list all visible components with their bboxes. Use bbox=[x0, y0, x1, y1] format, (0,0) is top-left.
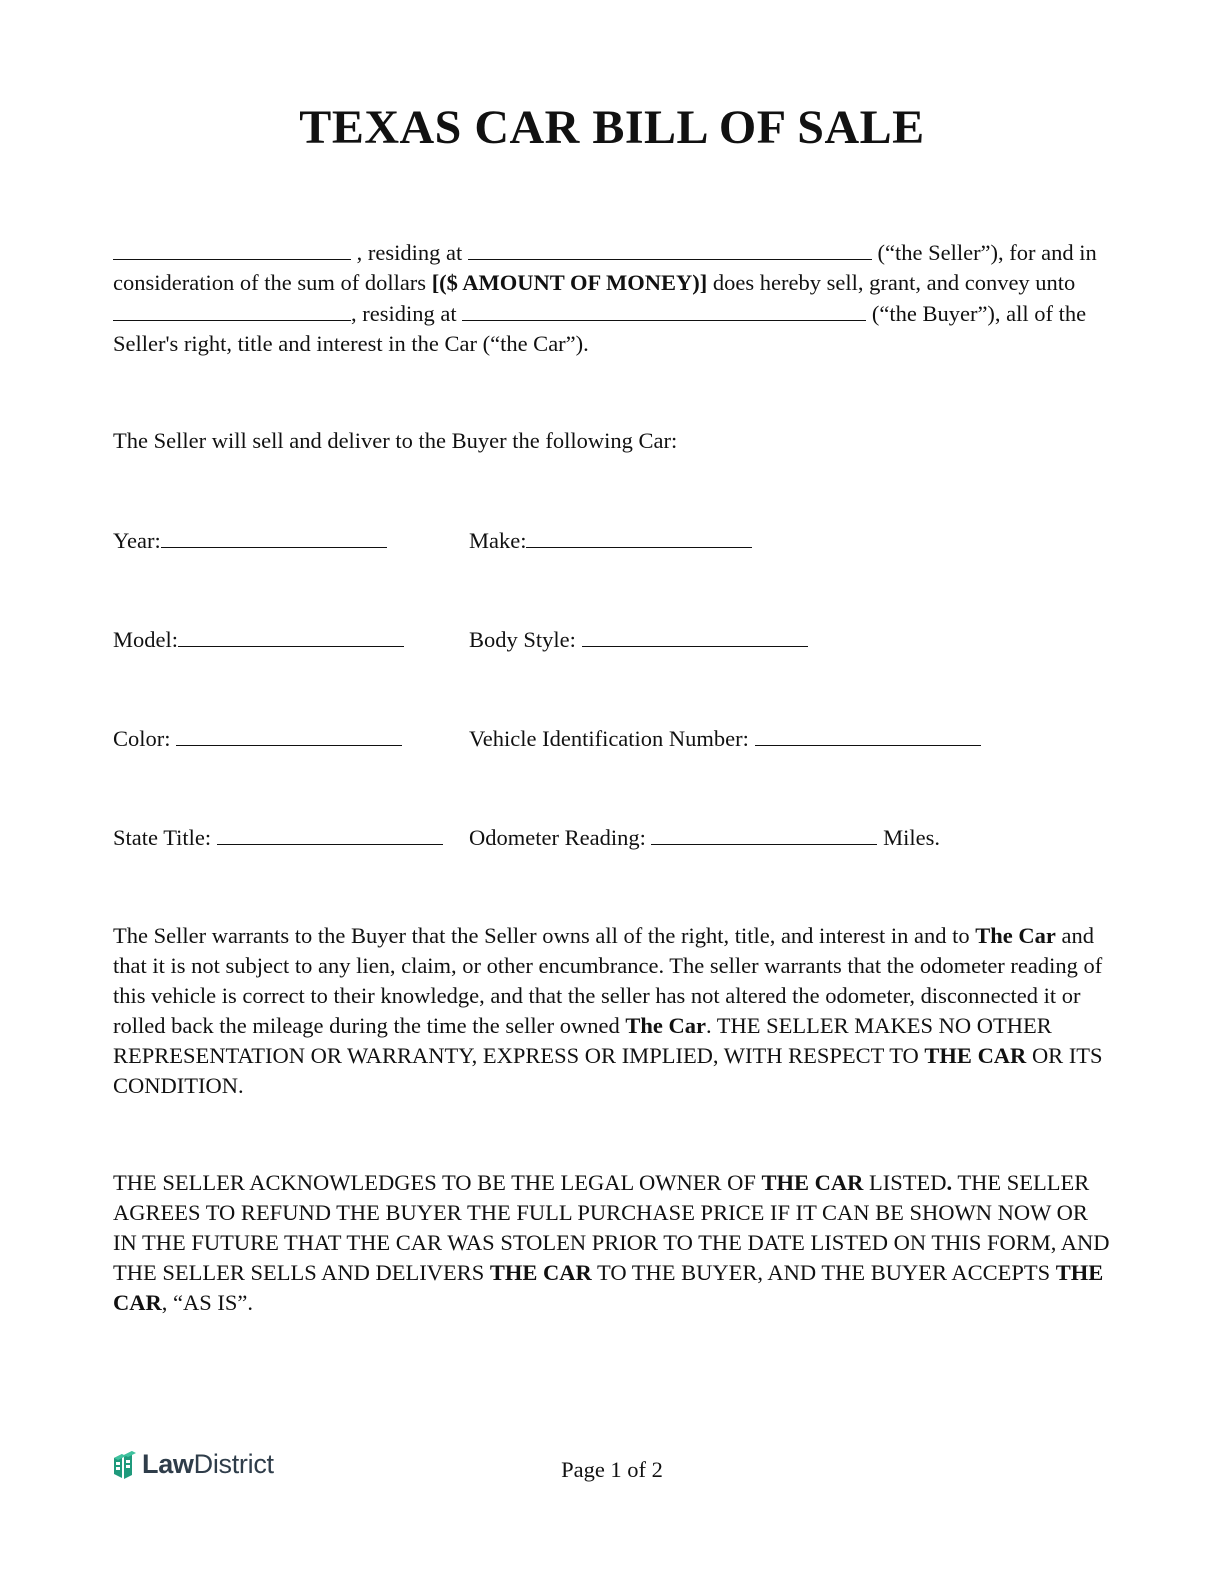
vin-blank[interactable] bbox=[755, 723, 981, 746]
warranty-text-4: OR ITS CONDITION. bbox=[113, 1043, 1103, 1098]
ack-text-1: THE SELLER ACKNOWLEDGES TO BE THE LEGAL OWNER OF bbox=[113, 1170, 762, 1195]
miles-label: Miles. bbox=[877, 825, 940, 850]
logo-law-text: Law bbox=[142, 1448, 194, 1479]
ack-bold-period: . bbox=[946, 1170, 953, 1195]
make-field bbox=[469, 525, 752, 556]
document-title: TEXAS CAR BILL OF SALE bbox=[299, 101, 925, 154]
intro-text-seller: (“the Seller”), for and in consideration of the sum of dollars bbox=[113, 240, 1097, 295]
body-style-label: Body Style: bbox=[469, 627, 582, 652]
year-field bbox=[113, 525, 387, 556]
model-label: Model: bbox=[113, 627, 178, 652]
warranty-bold-1: The Car bbox=[975, 923, 1056, 948]
ack-bold-1: THE CAR bbox=[761, 1170, 864, 1195]
model-field bbox=[113, 624, 404, 655]
buyer-name-blank[interactable] bbox=[113, 298, 351, 321]
intro-text-residing-2: , residing at bbox=[351, 301, 463, 326]
ack-bold-2: THE CAR bbox=[489, 1260, 592, 1285]
deliver-sentence: The Seller will sell and deliver to the Buyer the following Car: bbox=[113, 428, 678, 453]
odometer-label: Odometer Reading: bbox=[469, 825, 652, 850]
ack-text-4: TO THE BUYER, AND THE BUYER ACCEPTS bbox=[591, 1260, 1056, 1285]
warranty-text-2: and that it is not subject to any lien, claim, or other encumbrance. The seller warrants that the odometer reading of this vehicle is correct to their knowledge, and that the seller has not altered the odometer, disconnected it or rolled back the mileage during the time the seller owned bbox=[113, 923, 1103, 1038]
acknowledgment-paragraph bbox=[113, 1168, 1113, 1318]
body-style-field bbox=[469, 624, 808, 655]
intro-text-residing-1: , residing at bbox=[351, 240, 468, 265]
year-label: Year: bbox=[113, 528, 161, 553]
warranty-text-3: . THE SELLER MAKES NO OTHER REPRESENTATION OR WARRANTY, EXPRESS OR IMPLIED, WITH RESPECT TO bbox=[113, 1013, 1052, 1068]
state-title-blank[interactable] bbox=[217, 822, 443, 845]
state-title-label: State Title: bbox=[113, 825, 217, 850]
intro-text-convey: does hereby sell, grant, and convey unto bbox=[707, 270, 1076, 295]
ack-text-3: THE SELLER AGREES TO REFUND THE BUYER THE FULL PURCHASE PRICE IF IT CAN BE SHOWN NOW OR IN THE FUTURE THAT THE CAR WAS STOLEN PRIOR TO THE DATE LISTED ON THIS FORM, AND THE SELLER SELLS AND DELIVERS bbox=[113, 1170, 1110, 1285]
warranty-paragraph bbox=[113, 921, 1113, 1101]
intro-paragraph bbox=[113, 237, 1113, 359]
vin-label: Vehicle Identification Number: bbox=[469, 726, 755, 751]
year-blank[interactable] bbox=[161, 525, 387, 548]
color-field bbox=[113, 723, 402, 754]
ack-text-2: LISTED bbox=[863, 1170, 947, 1195]
intro-text-buyer: (“the Buyer”), all of the Seller's right, title and interest in the Car (“the Car”). bbox=[113, 301, 1087, 356]
state-title-field bbox=[113, 822, 443, 853]
odometer-blank[interactable] bbox=[651, 822, 877, 845]
color-blank[interactable] bbox=[176, 723, 402, 746]
buyer-address-blank[interactable] bbox=[462, 298, 866, 321]
warranty-bold-2: The Car bbox=[625, 1013, 706, 1038]
body-style-blank[interactable] bbox=[582, 624, 808, 647]
vin-field bbox=[469, 723, 981, 754]
make-blank[interactable] bbox=[526, 525, 752, 548]
model-blank[interactable] bbox=[178, 624, 404, 647]
seller-name-blank[interactable] bbox=[113, 237, 351, 260]
warranty-bold-3: THE CAR bbox=[924, 1043, 1027, 1068]
logo-district-text: District bbox=[193, 1448, 274, 1479]
odometer-field bbox=[469, 822, 940, 853]
page-number: Page 1 of 2 bbox=[561, 1457, 663, 1482]
seller-address-blank[interactable] bbox=[468, 237, 872, 260]
ack-bold-3: THE CAR bbox=[113, 1260, 1104, 1315]
amount-placeholder: [($ AMOUNT OF MONEY)] bbox=[431, 270, 708, 295]
ack-text-5: , “AS IS”. bbox=[161, 1290, 253, 1315]
warranty-text-1: The Seller warrants to the Buyer that the Seller owns all of the right, title, and interest in and to bbox=[113, 923, 976, 948]
color-label: Color: bbox=[113, 726, 177, 751]
make-label: Make: bbox=[469, 528, 527, 553]
